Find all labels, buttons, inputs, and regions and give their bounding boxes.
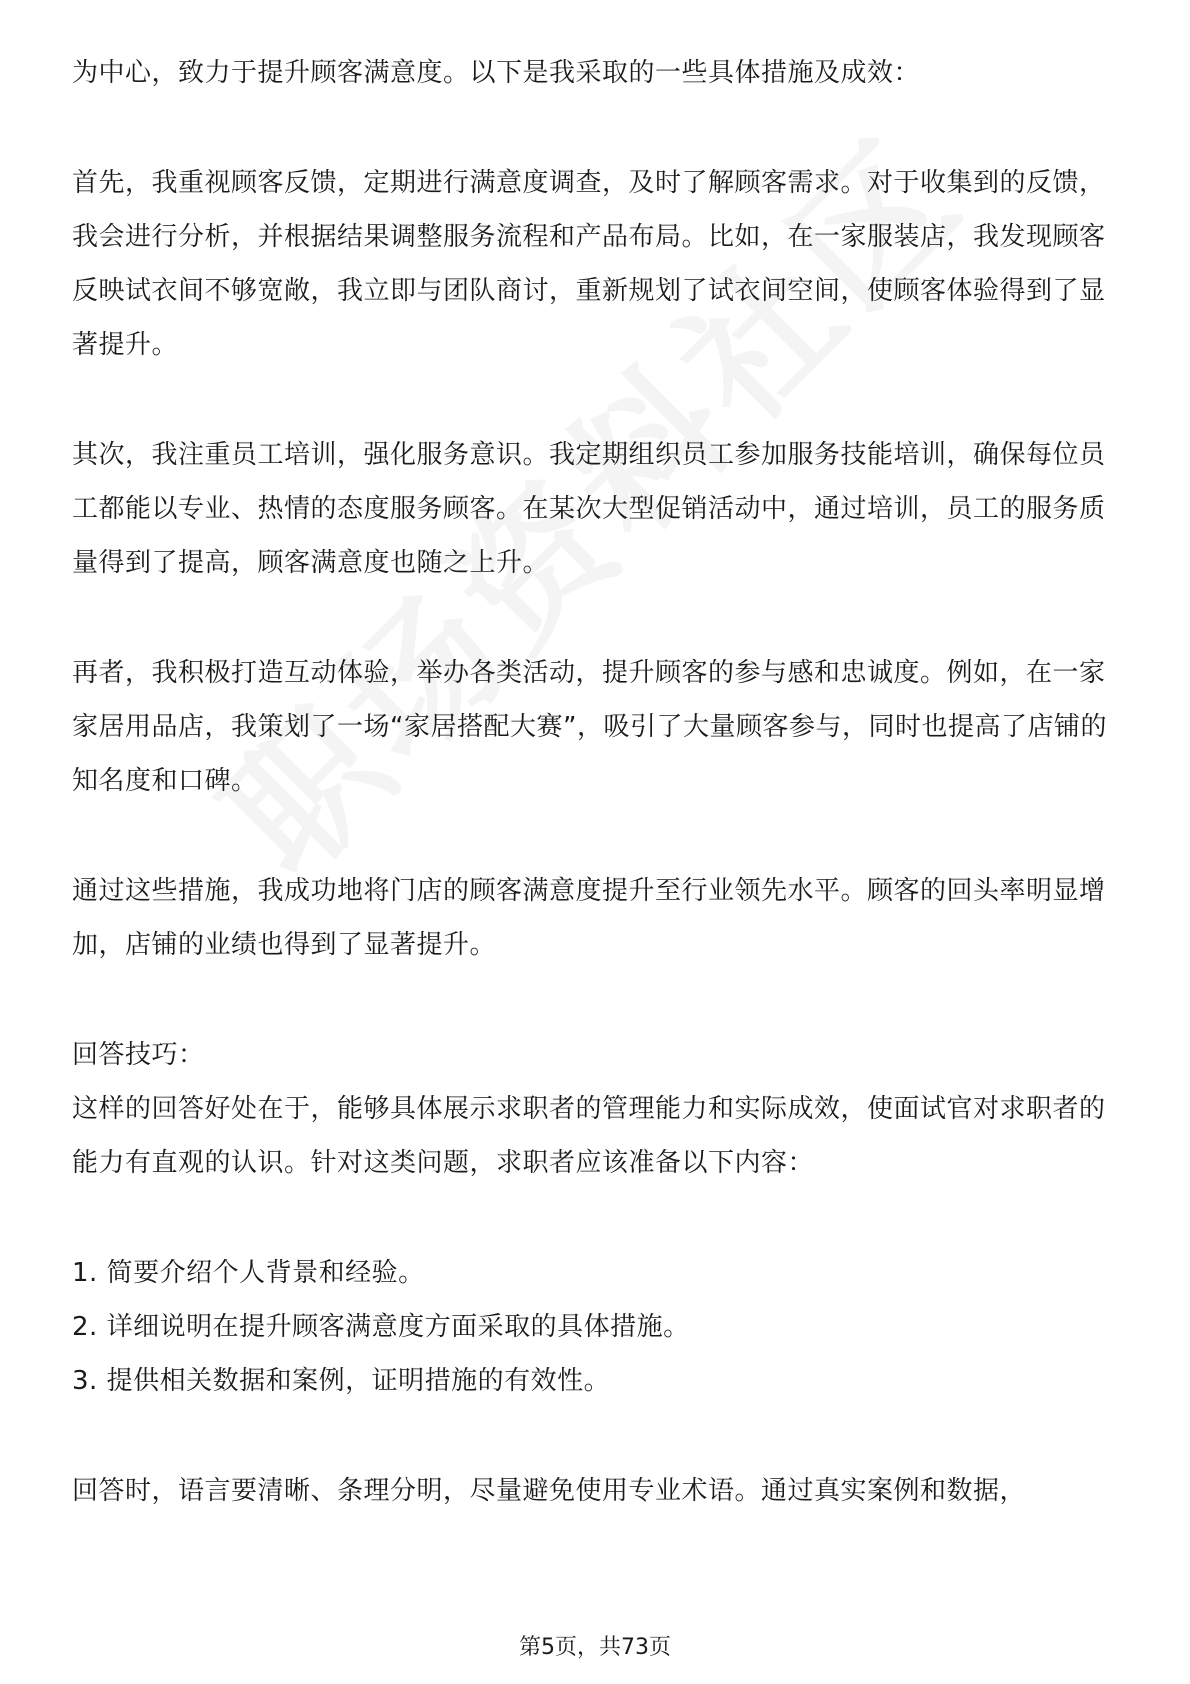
paragraph-closing: 回答时，语言要清晰、条理分明，尽量避免使用专业术语。通过真实案例和数据， bbox=[72, 1476, 1027, 1506]
tips-heading: 回答技巧： bbox=[72, 1040, 205, 1070]
tips-body: 这样的回答好处在于，能够具体展示求职者的管理能力和实际成效，使面试官对求职者的能力有直观的认识。针对这类问题，求职者应该准备以下内容： bbox=[72, 1094, 1106, 1178]
paragraph-second-measure: 其次，我注重员工培训，强化服务意识。我定期组织员工参加服务技能培训，确保每位员工都能以专业、热情的态度服务顾客。在某次大型促销活动中，通过培训，员工的服务质量得到了提高，顾客满意度也随之上升。 bbox=[72, 440, 1106, 578]
prep-list bbox=[72, 1246, 1120, 1408]
list-item: 2. 详细说明在提升顾客满意度方面采取的具体措施。 bbox=[72, 1312, 690, 1342]
paragraph-intro: 为中心，致力于提升顾客满意度。以下是我采取的一些具体措施及成效： bbox=[72, 58, 921, 88]
paragraph-third-measure: 再者，我积极打造互动体验，举办各类活动，提升顾客的参与感和忠诚度。例如，在一家家居用品店，我策划了一场“家居搭配大赛”，吸引了大量顾客参与，同时也提高了店铺的知名度和口碑。 bbox=[72, 658, 1107, 796]
page-number: 第5页，共73页 bbox=[519, 1635, 671, 1660]
paragraph-result: 通过这些措施，我成功地将门店的顾客满意度提升至行业领先水平。顾客的回头率明显增加，店铺的业绩也得到了显著提升。 bbox=[72, 876, 1106, 960]
paragraph-first-measure: 首先，我重视顾客反馈，定期进行满意度调查，及时了解顾客需求。对于收集到的反馈，我会进行分析，并根据结果调整服务流程和产品布局。比如，在一家服装店，我发现顾客反映试衣间不够宽敞，我立即与团队商讨，重新规划了试衣间空间，使顾客体验得到了显著提升。 bbox=[72, 168, 1106, 360]
list-item: 1. 简要介绍个人背景和经验。 bbox=[72, 1258, 425, 1288]
list-item: 3. 提供相关数据和案例，证明措施的有效性。 bbox=[72, 1366, 611, 1396]
document-body bbox=[72, 46, 1120, 1518]
